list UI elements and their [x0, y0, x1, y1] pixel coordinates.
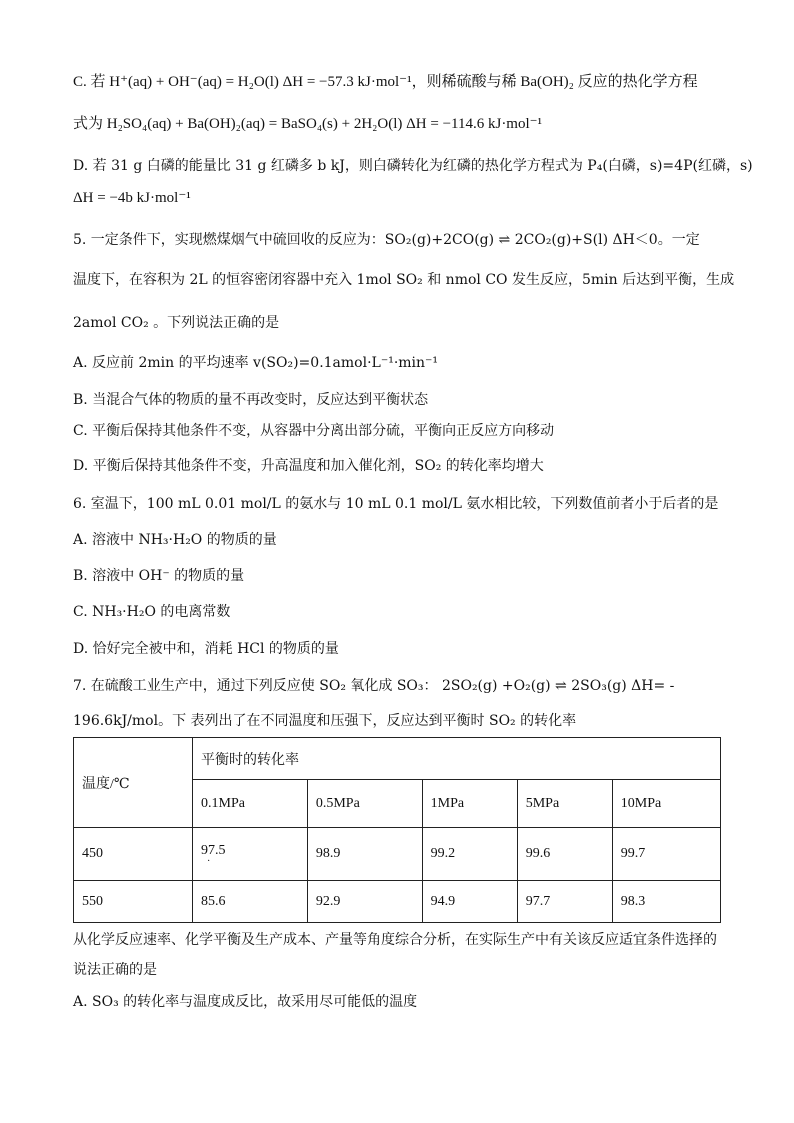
question-5-line-3: 2amol CO₂ 。下列说法正确的是 — [73, 315, 280, 331]
value-cell: 98.3 — [612, 881, 720, 923]
value-cell: 99.2 — [422, 828, 517, 881]
question-7-after-line-1: 从化学反应速率、化学平衡及生产成本、产量等角度综合分析，在实际生产中有关该反应适宜条件选择的 — [73, 932, 717, 948]
value-cell: 94.9 — [422, 881, 517, 923]
table-row — [74, 828, 721, 881]
question-7-line-2: 196.6kJ/mol。下 表列出了在不同温度和压强下，反应达到平衡时 SO₂ 的转化率 — [73, 713, 577, 729]
question-5-option-b: B. 当混合气体的物质的量不再改变时，反应达到平衡状态 — [73, 392, 429, 408]
temperature-cell: 450 — [74, 828, 193, 881]
pressure-header: 5MPa — [517, 780, 612, 828]
option-d-line-2: ΔH = −4b kJ·mol⁻¹ — [73, 190, 191, 206]
table-row — [74, 881, 721, 923]
pressure-header: 0.5MPa — [307, 780, 422, 828]
conversion-table — [73, 737, 721, 923]
value-cell: 92.9 — [307, 881, 422, 923]
stray-dot-mark: · — [207, 856, 211, 867]
pressure-header: 10MPa — [612, 780, 720, 828]
option-c-line-2: 式为 H₂SO₄(aq) + Ba(OH)₂(aq) = BaSO₄(s) + 2H₂O(l) ΔH = −114.6 kJ·mol⁻¹ — [73, 116, 543, 132]
question-6-stem: 6. 室温下，100 mL 0.01 mol/L 的氨水与 10 mL 0.1 mol/L 氨水相比较，下列数值前者小于后者的是 — [73, 496, 719, 512]
value-text: 97.5 — [201, 843, 226, 858]
value-cell: 85.6 — [193, 881, 308, 923]
question-6-option-c: C. NH₃·H₂O 的电离常数 — [73, 604, 231, 620]
question-7-after-line-2: 说法正确的是 — [73, 962, 157, 978]
table-header-row — [74, 738, 721, 780]
value-cell: 99.7 — [612, 828, 720, 881]
value-cell — [193, 828, 308, 881]
question-7-line-1: 7. 在硫酸工业生产中，通过下列反应使 SO₂ 氧化成 SO₃： 2SO₂(g) +O₂(g) ⇌ 2SO₃(g) ΔH= - — [73, 678, 675, 694]
question-6-option-b: B. 溶液中 OH⁻ 的物质的量 — [73, 568, 245, 584]
question-5-line-2: 温度下，在容积为 2L 的恒容密闭容器中充入 1mol SO₂ 和 nmol CO 发生反应，5min 后达到平衡，生成 — [73, 272, 735, 288]
pressure-header: 1MPa — [422, 780, 517, 828]
value-cell: 99.6 — [517, 828, 612, 881]
option-c-line-1: C. 若 H⁺(aq) + OH⁻(aq) = H₂O(l) ΔH = −57.3 kJ·mol⁻¹，则稀硫酸与稀 Ba(OH)₂ 反应的热化学方程 — [73, 74, 698, 90]
conversion-header: 平衡时的转化率 — [193, 738, 721, 780]
question-5-option-a: A. 反应前 2min 的平均速率 v(SO₂)=0.1amol·L⁻¹·min⁻¹ — [73, 355, 439, 371]
temperature-header: 温度/℃ — [74, 738, 193, 828]
option-d-line-1: D. 若 31 g 白磷的能量比 31 g 红磷多 b kJ，则白磷转化为红磷的热化学方程式为 P₄(白磷，s)=4P(红磷，s) — [73, 158, 753, 174]
question-6-option-a: A. 溶液中 NH₃·H₂O 的物质的量 — [73, 532, 277, 548]
question-5-option-c: C. 平衡后保持其他条件不变，从容器中分离出部分硫，平衡向正反应方向移动 — [73, 423, 555, 439]
temperature-cell: 550 — [74, 881, 193, 923]
value-cell: 98.9 — [307, 828, 422, 881]
value-cell: 97.7 — [517, 881, 612, 923]
question-5-option-d: D. 平衡后保持其他条件不变，升高温度和加入催化剂，SO₂ 的转化率均增大 — [73, 458, 544, 474]
question-6-option-d: D. 恰好完全被中和，消耗 HCl 的物质的量 — [73, 641, 339, 657]
question-5-line-1: 5. 一定条件下，实现燃煤烟气中硫回收的反应为：SO₂(g)+2CO(g) ⇌ 2CO₂(g)+S(l) ΔH＜0。一定 — [73, 232, 700, 248]
pressure-header: 0.1MPa — [193, 780, 308, 828]
question-7-option-a: A. SO₃ 的转化率与温度成反比，故采用尽可能低的温度 — [73, 994, 418, 1010]
